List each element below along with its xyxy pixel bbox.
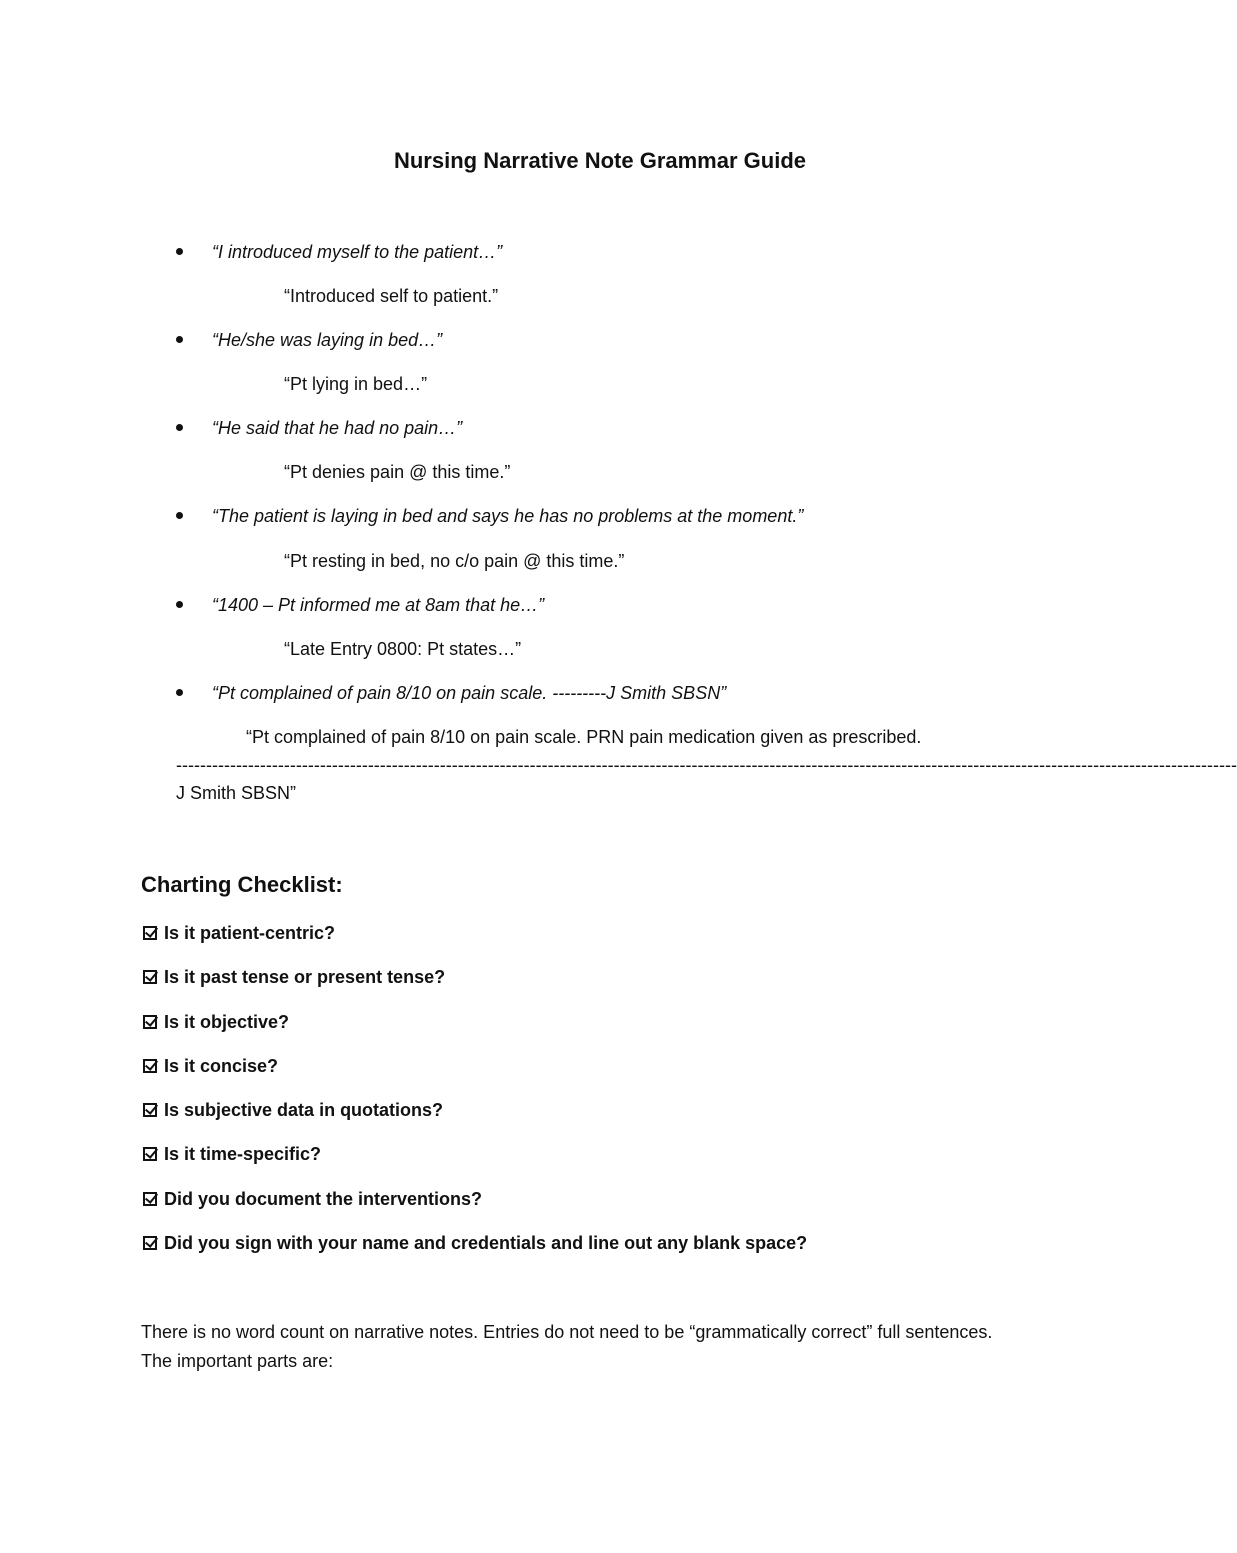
page-title: Nursing Narrative Note Grammar Guide: [393, 148, 806, 173]
example-incorrect: “Pt complained of pain 8/10 on pain scale. ---------J Smith SBSN”: [212, 683, 727, 703]
example-incorrect: “I introduced myself to the patient…”: [212, 242, 503, 262]
checklist-item-label: Did you sign with your name and credentials and line out any blank space?: [164, 1233, 808, 1253]
checkbox-checked-icon: [143, 1103, 157, 1117]
bullet-icon: [176, 601, 183, 608]
checklist-item-label: Is it time-specific?: [164, 1144, 322, 1164]
checkbox-checked-icon: [143, 926, 157, 940]
bullet-icon: [176, 424, 183, 431]
checkbox-checked-icon: [143, 1059, 157, 1073]
checklist-item-label: Did you document the interventions?: [164, 1189, 483, 1209]
checklist-item: [143, 1055, 278, 1077]
checklist-item: [143, 1143, 321, 1165]
example-correct: “Pt lying in bed…”: [284, 374, 428, 394]
example-incorrect: “The patient is laying in bed and says he has no problems at the moment.”: [212, 506, 804, 526]
blank-space-line: ---------------------------------------------------------------------------------------------------------------------------------------------------------------------------------: [176, 755, 1237, 775]
example-incorrect: “He said that he had no pain…”: [212, 418, 463, 438]
example-incorrect: “1400 – Pt informed me at 8am that he…”: [212, 595, 545, 615]
example-correct: “Introduced self to patient.”: [284, 286, 499, 306]
checklist-item-label: Is it patient-centric?: [164, 923, 336, 943]
footer-paragraph: There is no word count on narrative notes. Entries do not need to be “grammatically correct” full sentences. The important parts are:: [141, 1322, 993, 1371]
signature-wrap: [176, 779, 1056, 807]
checklist-heading: Charting Checklist:: [141, 872, 343, 897]
checkbox-checked-icon: [143, 970, 157, 984]
example-correct-signed: [176, 723, 1237, 779]
checklist-item: [143, 1099, 443, 1121]
checklist-item: [143, 966, 445, 988]
checklist-item: [143, 1232, 807, 1254]
bullet-icon: [176, 689, 183, 696]
example-incorrect: “He/she was laying in bed…”: [212, 330, 443, 350]
example-correct: “Pt denies pain @ this time.”: [284, 462, 511, 482]
checkbox-checked-icon: [143, 1147, 157, 1161]
signature: J Smith SBSN”: [176, 783, 297, 803]
checkbox-checked-icon: [143, 1236, 157, 1250]
checklist-item: [143, 922, 335, 944]
checkbox-checked-icon: [143, 1192, 157, 1206]
checklist-item-label: Is it concise?: [164, 1056, 279, 1076]
checklist-item: [143, 1011, 289, 1033]
bullet-icon: [176, 248, 183, 255]
checklist-item-label: Is subjective data in quotations?: [164, 1100, 444, 1120]
example-correct: “Late Entry 0800: Pt states…”: [284, 639, 522, 659]
checklist-item-label: Is it objective?: [164, 1012, 290, 1032]
checklist-item: [143, 1188, 482, 1210]
bullet-icon: [176, 336, 183, 343]
example-correct: “Pt resting in bed, no c/o pain @ this time.”: [284, 551, 625, 571]
checklist-item-label: Is it past tense or present tense?: [164, 967, 446, 987]
checkbox-checked-icon: [143, 1015, 157, 1029]
bullet-icon: [176, 512, 183, 519]
example-correct-line: “Pt complained of pain 8/10 on pain scale. PRN pain medication given as prescribed.: [246, 727, 922, 747]
